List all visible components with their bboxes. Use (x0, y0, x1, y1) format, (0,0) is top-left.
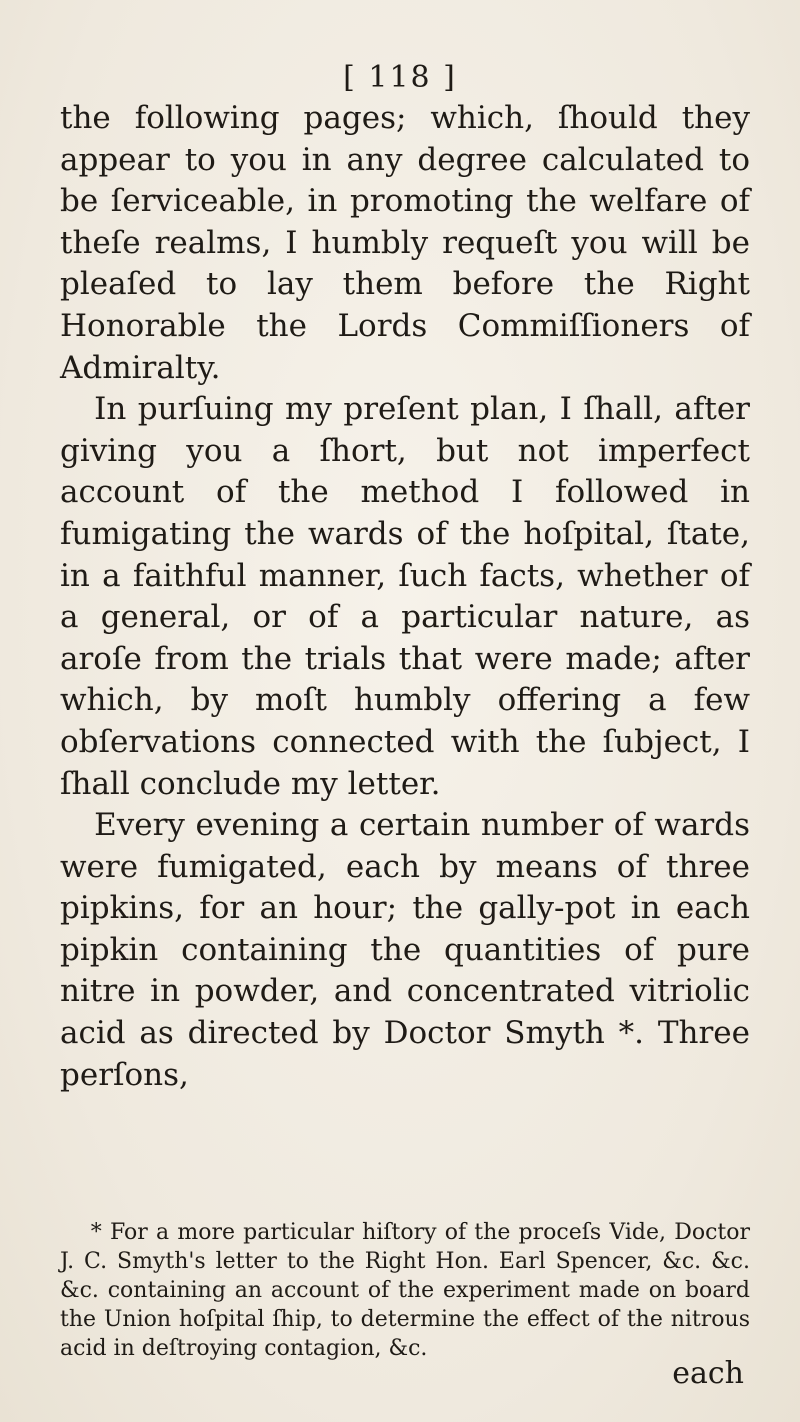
footnote (60, 1218, 750, 1363)
page-number: [ 118 ] (343, 60, 457, 95)
footnote-text: * For a more particular hiſtory of the proceſs Vide, Doctor J. C. Smyth's letter to the Right Hon. Earl Spencer, &c. &c. &c. containing an account of the experiment made on board the Union hoſpital ſhip, to determine the effect of the nitrous acid in deſtroying contagion, &c. (60, 1220, 750, 1361)
paragraph-continuation: the following pages; which, ſhould they appear to you in any degree calculated to be ſerviceable, in promoting the welfare of theſe realms, I humbly requeſt you will be pleaſed to lay them before the Right Honorable the Lords Commiſſioners of Admiralty. (60, 100, 750, 386)
body-text (60, 98, 750, 1096)
paragraph-plan: In purſuing my preſent plan, I ſhall, after giving you a ſhort, but not imperfect account of the method I followed in fumigating the wards of the hoſpital, ſtate, in a faithful manner, ſuch facts, whether of a general, or of a particular nature, as aroſe from the trials that were made; after which, by moſt humbly offering a few obſervations connected with the ſubject, I ſhall conclude my letter. (60, 391, 750, 802)
paragraph-fumigation: Every evening a certain number of wards were fumigated, each by means of three pipkins, for an hour; the gally-pot in each pipkin containing the quantities of pure nitre in powder, and concentrated vitriolic acid as directed by Doctor Smyth *. Three perſons, (60, 807, 750, 1093)
catchword: each (672, 1356, 744, 1391)
